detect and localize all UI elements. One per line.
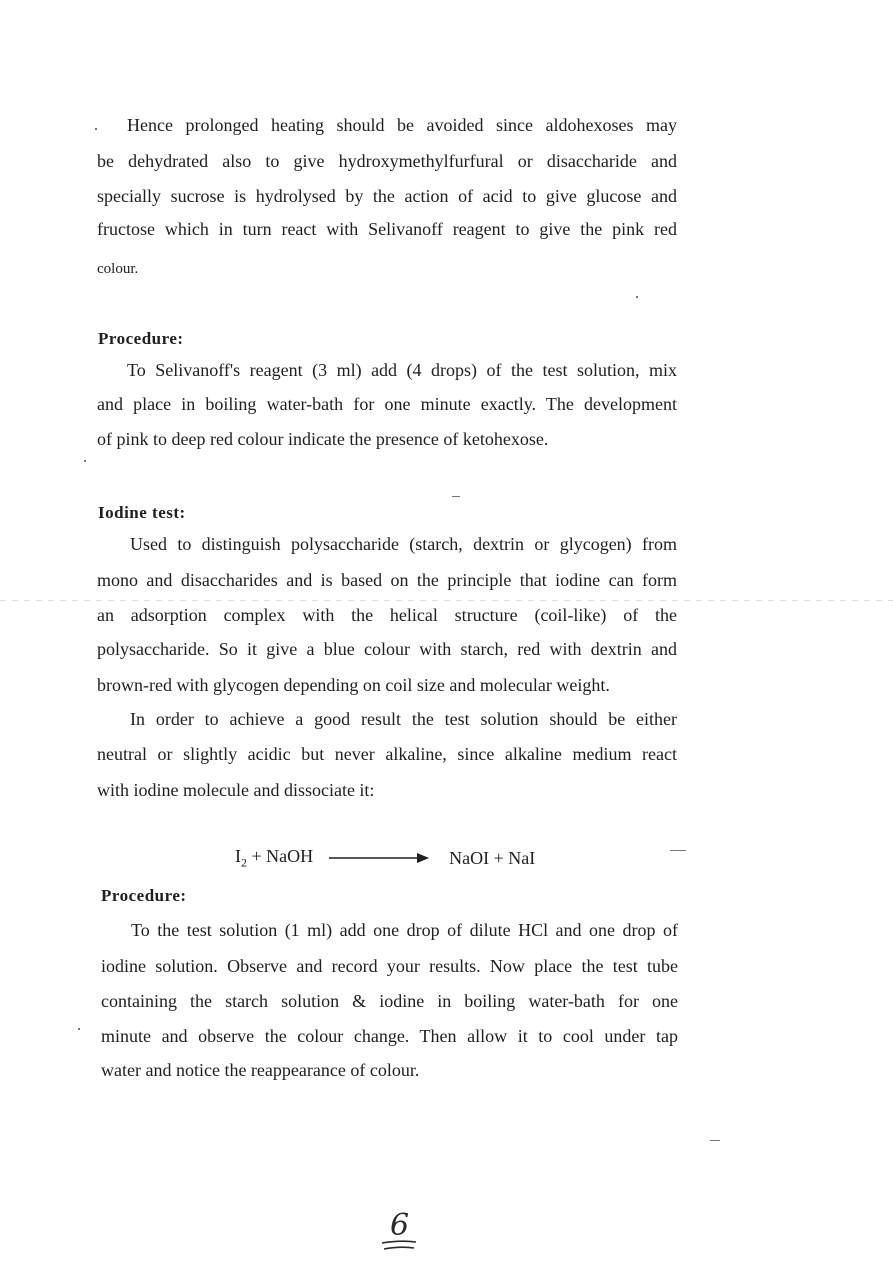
- reaction-arrow-icon: [329, 848, 429, 869]
- iodine-para1-line-1: Used to distinguish polysaccharide (starch, dextrin or glycogen) from: [130, 534, 677, 554]
- procedure-heading-1: Procedure:: [98, 329, 184, 348]
- iodine-para1-line-5: brown-red with glycogen depending on coil size and molecular weight.: [97, 675, 610, 695]
- iodine-para2-line-3: with iodine molecule and dissociate it:: [97, 780, 375, 800]
- chemical-equation: [235, 846, 535, 870]
- intro-line-3: specially sucrose is hydrolysed by the action of acid to give glucose and: [97, 186, 677, 206]
- equation-rhs: NaOI + NaI: [449, 847, 536, 868]
- intro-line-4: fructose which in turn react with Selivanoff reagent to give the pink red: [97, 219, 677, 239]
- procedure2-line-5: water and notice the reappearance of colour.: [101, 1060, 420, 1080]
- procedure2-line-4: minute and observe the colour change. Then allow it to cool under tap: [101, 1026, 678, 1046]
- scan-speck: [452, 496, 460, 497]
- scan-speck: [95, 128, 97, 130]
- procedure1-line-1: To Selivanoff's reagent (3 ml) add (4 drops) of the test solution, mix: [127, 360, 677, 380]
- procedure2-line-2: iodine solution. Observe and record your results. Now place the test tube: [101, 956, 678, 976]
- page-number-text: 6: [390, 1208, 410, 1243]
- iodine-para1-line-4: polysaccharide. So it give a blue colour with starch, red with dextrin and: [97, 639, 677, 659]
- procedure2-line-1: To the test solution (1 ml) add one drop of dilute HCl and one drop of: [131, 920, 678, 940]
- scan-speck: [670, 850, 686, 851]
- procedure1-line-3: of pink to deep red colour indicate the presence of ketohexose.: [97, 429, 549, 449]
- iodine-test-heading: Iodine test:: [98, 503, 186, 522]
- scan-artifact-line: [0, 600, 893, 601]
- page-number: [380, 1205, 420, 1253]
- procedure1-line-2: and place in boiling water-bath for one minute exactly. The development: [97, 394, 677, 414]
- procedure-heading-2: Procedure:: [101, 886, 187, 905]
- scan-speck: [710, 1140, 720, 1141]
- equation-lhs: $I_2$ + NaOH: [235, 845, 314, 870]
- intro-line-2: be dehydrated also to give hydroxymethylfurfural or disaccharide and: [97, 151, 677, 171]
- iodine-para2-line-1: In order to achieve a good result the test solution should be either: [130, 709, 677, 729]
- scan-speck: [84, 460, 86, 462]
- iodine-para2-line-2: neutral or slightly acidic but never alkaline, since alkaline medium react: [97, 744, 677, 764]
- intro-line-5: colour.: [97, 261, 139, 277]
- scan-speck: [636, 296, 638, 298]
- scan-speck: [78, 1028, 80, 1030]
- procedure2-line-3: containing the starch solution & iodine in boiling water-bath for one: [101, 991, 678, 1011]
- iodine-para1-line-3: an adsorption complex with the helical structure (coil-like) of the: [97, 605, 677, 625]
- iodine-para1-line-2: mono and disaccharides and is based on the principle that iodine can form: [97, 570, 677, 590]
- intro-line-1: Hence prolonged heating should be avoided since aldohexoses may: [127, 115, 677, 135]
